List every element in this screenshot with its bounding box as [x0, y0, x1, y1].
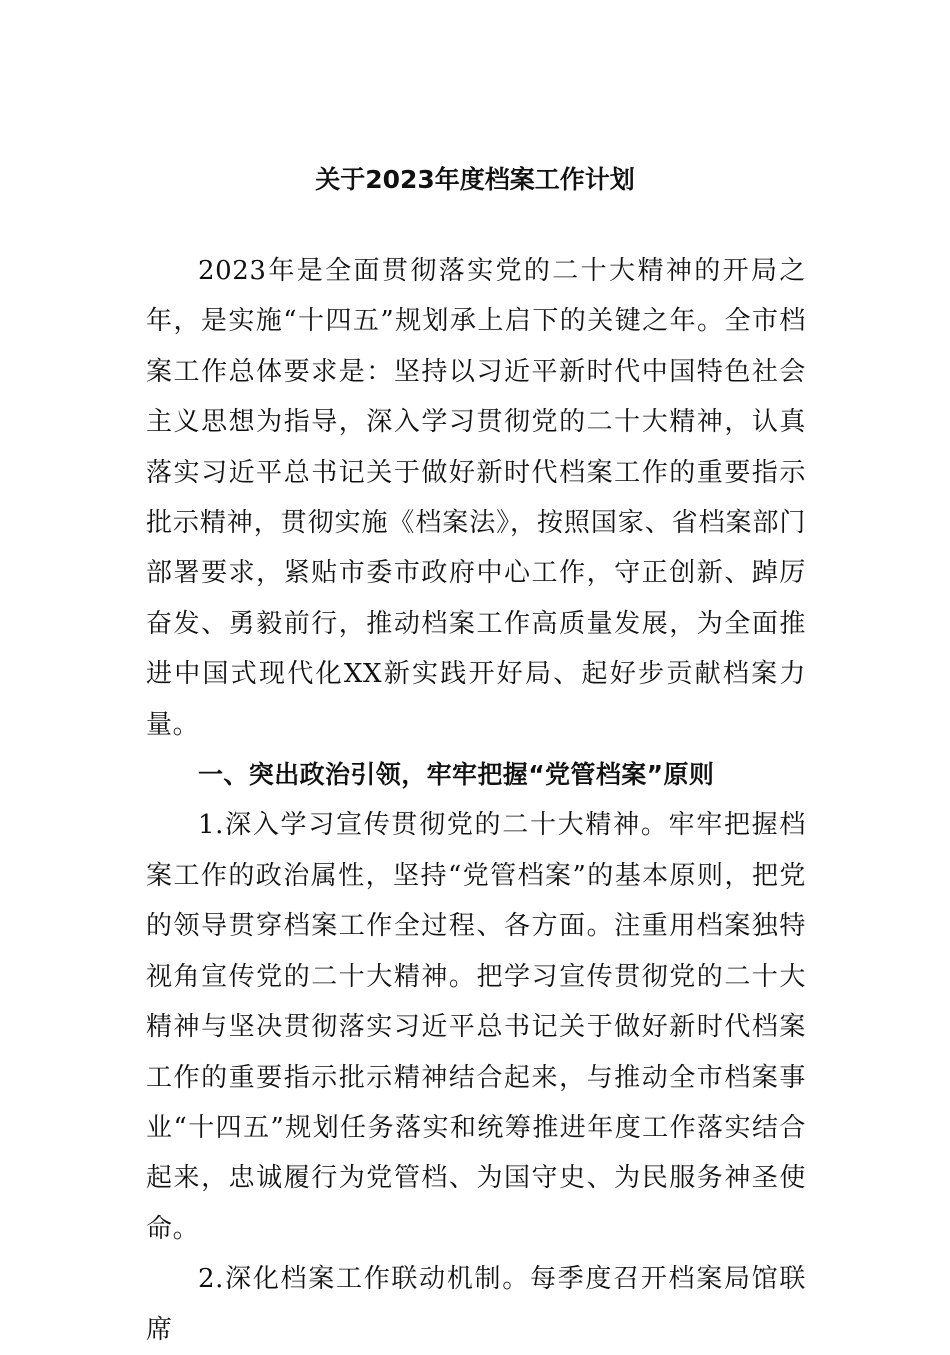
document-title: 关于2023年度档案工作计划 — [315, 165, 635, 194]
section-heading-1: 一、突出政治引领，牢牢把握“党管档案”原则 — [198, 760, 715, 790]
item-paragraph-2: 2.深化档案工作联动机制。每季度召开档案局馆联席 — [146, 1264, 806, 1345]
document-body — [146, 246, 806, 1355]
item-paragraph-1: 1.深入学习宣传贯彻党的二十大精神。牢牢把握档案工作的政治属性，坚持“党管档案”的基本原则，把党的领导贯穿档案工作全过程、各方面。注重用档案独特视角宣传党的二十大精神。把学习宣传贯彻党的二十大精神与坚决贯彻落实习近平总书记关于做好新时代档案工作的重要指示批示精神结合起来，与推动全市档案事业“十四五”规划任务落实和统筹推进年度工作落实结合起来，忠诚履行为党管档、为国守史、为民服务神圣使命。 — [146, 810, 806, 1244]
intro-paragraph: 2023年是全面贯彻落实党的二十大精神的开局之年，是实施“十四五”规划承上启下的关键之年。全市档案工作总体要求是：坚持以习近平新时代中国特色社会主义思想为指导，深入学习贯彻党的二十大精神，认真落实习近平总书记关于做好新时代档案工作的重要指示批示精神，贯彻实施《档案法》，按照国家、省档案部门部署要求，紧贴市委市政府中心工作，守正创新、踔厉奋发、勇毅前行，推动档案工作高质量发展，为全面推进中国式现代化XX新实践开好局、起好步贡献档案力量。 — [146, 256, 806, 740]
